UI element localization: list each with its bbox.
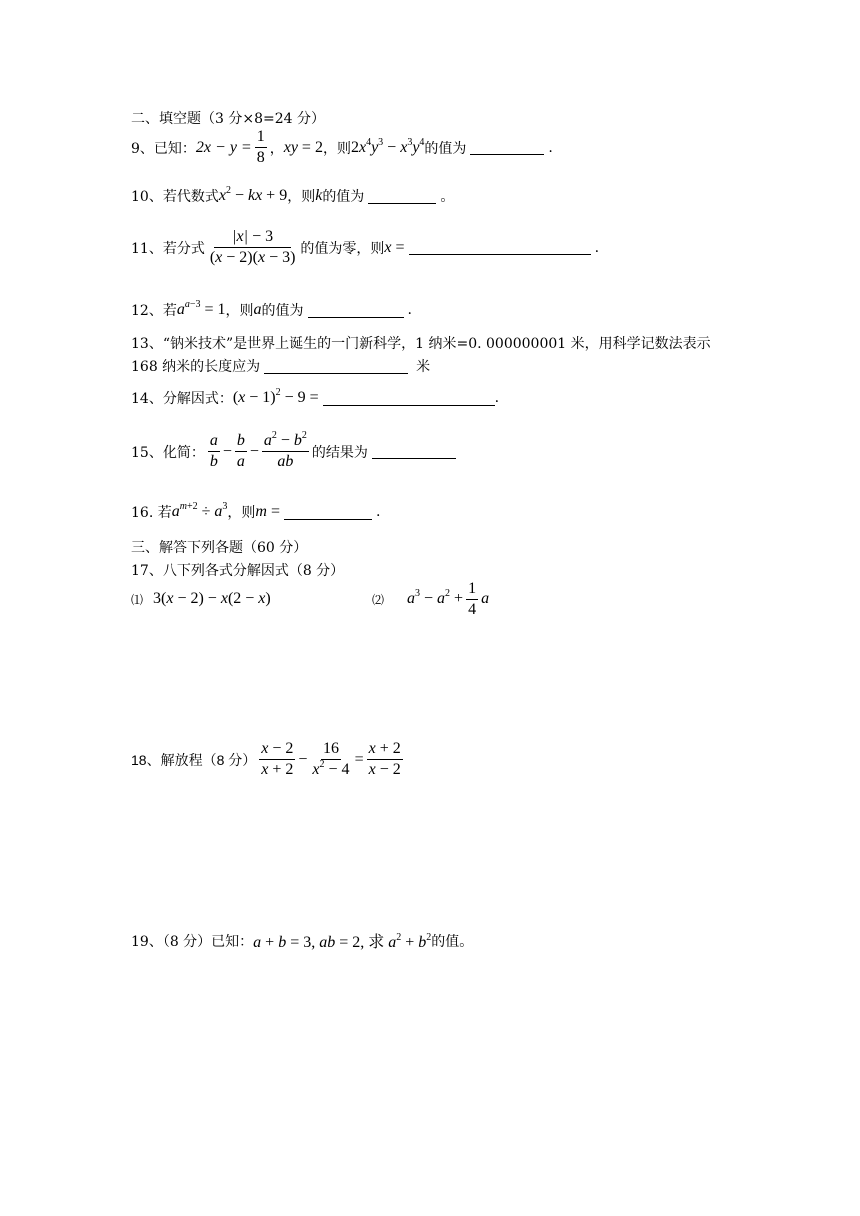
- q13-line-2-text: 168 纳米的长度应为: [131, 359, 261, 375]
- q16-end: .: [375, 504, 381, 520]
- q10-tail: 的值为: [322, 189, 365, 205]
- q15-fraction-3: $\frac{a^2 - b^2}{ab}$: [263, 430, 307, 470]
- q18-fraction-2: $\frac{16}{x^2 - 4}$: [312, 740, 350, 778]
- q17-part-1-expression: 3(x − 2) − x(2 − x): [153, 590, 271, 607]
- question-16: [131, 502, 380, 522]
- q17-part-2-label: ⑵: [372, 592, 385, 607]
- q18-fraction-3: $\frac{x + 2}{x - 2}$: [368, 740, 401, 778]
- q15-tail: 的结果为: [311, 444, 368, 461]
- q12-variable: a: [253, 301, 262, 318]
- question-15: 15、化简： $\frac{a}{b}$ − $\frac{b}{a}$ − $\frac{a^2 - b^2}{ab}$ 的结果为: [131, 432, 460, 471]
- q13-unit: 米: [416, 359, 431, 375]
- q17-part-1-label: ⑴: [131, 592, 144, 607]
- q13-answer-blank[interactable]: [264, 359, 408, 374]
- q10-label: 10、若代数式: [131, 189, 219, 205]
- q9-equation-2: xy = 2: [283, 138, 323, 156]
- q9-fraction: $\frac{1}{8}$: [256, 128, 265, 166]
- q12-end: .: [407, 302, 412, 318]
- q16-variable: m =: [255, 503, 280, 520]
- question-10: [131, 186, 454, 206]
- q15-fraction-2: $\frac{b}{a}$: [236, 432, 245, 470]
- q12-tail: 的值为: [261, 303, 304, 319]
- q16-answer-blank[interactable]: [284, 505, 372, 520]
- q15-answer-blank[interactable]: [372, 444, 456, 459]
- section-3-title: 三、解答下列各题（60 分）: [131, 540, 308, 556]
- question-11: [131, 228, 599, 267]
- q16-mid: ，则: [227, 505, 256, 521]
- q9-tail: 的值为: [424, 140, 467, 157]
- q9-expression: $2x^4y^3 - x^3y^4$: [350, 136, 425, 156]
- q19-label: 19、（8 分）已知：: [131, 933, 254, 950]
- q16-label: 16. 若: [131, 505, 172, 521]
- question-17-parts: [131, 579, 490, 618]
- question-19: [131, 929, 473, 952]
- q9-connector: ，则: [322, 140, 351, 157]
- section-2-title: 二、填空题（3 分×8=24 分）: [131, 111, 325, 127]
- q10-variable: k: [315, 187, 323, 204]
- q10-expression: $x^2$ − kx + 9: [218, 185, 288, 204]
- question-17-title: 17、八下列各式分解因式（8 分）: [131, 563, 345, 579]
- q19-tail: 的值。: [431, 933, 474, 950]
- question-14: [131, 388, 499, 408]
- q12-label: 12、若: [131, 303, 177, 319]
- q10-end: 。: [440, 189, 455, 205]
- question-18: 18、解放程（8 分） $\frac{x - 2}{x + 2}$ − $\frac{16}{x^2 - 4}$ = $\frac{x + 2}{x - 2}$: [131, 740, 401, 778]
- q19-expression: a + b = 3, ab = 2, 求 $a^2 + b^2$: [253, 932, 432, 951]
- q18-fraction-1: $\frac{x - 2}{x + 2}$: [261, 740, 294, 778]
- q11-end: .: [594, 239, 600, 256]
- q9-answer-blank[interactable]: [470, 140, 544, 155]
- q11-variable: x =: [384, 238, 405, 256]
- question-13-line-2: [131, 356, 430, 376]
- q9-equation-1: 2x − y =: [195, 138, 252, 156]
- q12-answer-blank[interactable]: [308, 303, 404, 318]
- q14-label: 14、分解因式：: [131, 391, 233, 407]
- q11-label: 11、若分式: [131, 240, 205, 257]
- q15-fraction-1: $\frac{a}{b}$: [209, 432, 218, 470]
- question-13-line-1: 13、“钠米技术”是世界上诞生的一门新科学，1 纳米=0. 000000001 米，用科学记数法表示: [131, 336, 711, 352]
- q11-tail: 的值为零，则: [300, 240, 385, 257]
- q9-label: 9、已知：: [131, 140, 196, 157]
- q14-end: .: [494, 390, 500, 406]
- q11-answer-blank[interactable]: [409, 240, 591, 255]
- q14-answer-blank[interactable]: [323, 391, 495, 406]
- q10-mid: ，则: [287, 189, 316, 205]
- question-12: [131, 300, 412, 320]
- q11-fraction: $\frac{|x| - 3}{(x - 2)(x - 3)}$: [209, 228, 296, 266]
- q12-expression: $a^{a-3} = 1$: [176, 299, 226, 318]
- q18-label: 18、解放程（8 分）: [131, 751, 257, 768]
- q10-answer-blank[interactable]: [368, 189, 436, 204]
- q9-end: .: [548, 139, 553, 156]
- q17-part-2-expression: $a^3 - a^2$ + $\frac{1}{4}$ a: [407, 579, 490, 618]
- q14-expression: $(x - 1)^2 - 9$ =: [232, 387, 319, 406]
- q16-expression: $a^{m+2} \div a^3$: [171, 501, 228, 520]
- q15-label: 15、化简：: [131, 444, 205, 461]
- q12-mid: ，则: [225, 303, 254, 319]
- question-9: 9、已知： 2x − y = $\frac{1}{8}$ ， xy = 2 ，则 $2x^4y^3 - x^3y^4$ 的值为 .: [131, 128, 553, 166]
